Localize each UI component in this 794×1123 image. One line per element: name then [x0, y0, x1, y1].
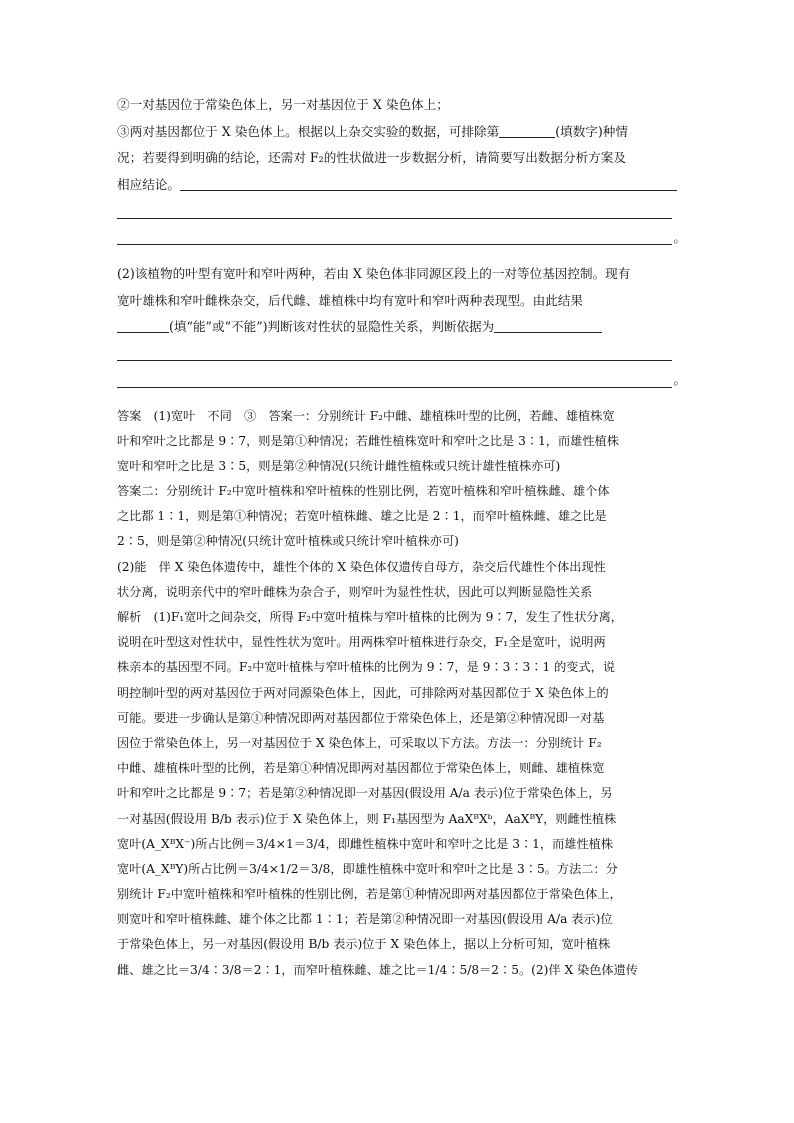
answer-line[interactable] — [117, 198, 680, 225]
analysis-line: 别统计 F₂中宽叶植株和窄叶植株的性别比例，若是第①种情况即两对基因都位于常染色体上， — [117, 887, 622, 902]
question-text: ③两对基因都位于 X 染色体上。根据以上杂交实验的数据，可排除第 — [117, 123, 500, 139]
answer-section — [117, 404, 680, 606]
spacer — [117, 394, 680, 404]
question-2-line-2: 宽叶雄株和窄叶雌株杂交，后代雌、雄植株中均有宽叶和窄叶两种表现型。由此结果 — [117, 292, 583, 308]
question-text: 相应结论。 — [117, 176, 180, 192]
question-line-2 — [117, 119, 680, 146]
analysis-line: 株亲本的基因型不同。F₂中宽叶植株与窄叶植株的比例为 9∶7，是 9∶3∶3∶1 的变式，说 — [117, 660, 616, 675]
analysis-line: 宽叶(A_XᴮY)所占比例＝3/4×1/2＝3/8，即雄性植株中宽叶和窄叶之比是 3∶5。方法二：分 — [117, 861, 618, 876]
answer-line-text: 叶和窄叶之比都是 9∶7，则是第①种情况；若雌性植株宽叶和窄叶之比是 3∶1，而雄性植株 — [117, 433, 619, 448]
question-line-1: ②一对基因位于常染色体上，另一对基因位于 X 染色体上； — [117, 97, 449, 112]
analysis-line: 宽叶(A_XᴮX⁻)所占比例＝3/4×1＝3/4，即雌性植株中宽叶和窄叶之比是 3∶1，而雄性植株 — [117, 836, 614, 851]
page-content — [117, 92, 680, 983]
question-text: (填“能”或“不能”)判断该对性状的显隐性关系，判断依据为 — [169, 319, 495, 334]
question-2-line-3 — [117, 314, 680, 341]
question-line-3: 况；若要得到明确的结论，还需对 F₂的性状做进一步数据分析，请简要写出数据分析方案及 — [117, 150, 626, 165]
analysis-line: 因位于常染色体上，另一对基因位于 X 染色体上，可采取以下方法。方法一：分别统计 F₂ — [117, 735, 602, 750]
analysis-section — [117, 605, 680, 983]
answer-line-text: (2)能 伴 X 染色体遗传中，雄性个体的 X 染色体仅遗传自母方，杂交后代雄性个体出现性 — [117, 559, 606, 574]
analysis-line: 雌、雄之比＝3/4∶3/8＝2∶1，而窄叶植株雌、雄之比＝1/4∶5/8＝2∶5。(2)伴 X 染色体遗传 — [117, 962, 638, 977]
answer-line[interactable] — [117, 341, 680, 368]
analysis-line: 可能。要进一步确认是第①种情况即两对基因都位于常染色体上，还是第②种情况即一对基 — [117, 710, 605, 725]
question-line-4 — [117, 172, 680, 199]
analysis-line: 中雌、雄植株叶型的比例，若是第①种情况即两对基因都位于常染色体上，则雌、雄植株宽 — [117, 761, 605, 776]
analysis-line: 则宽叶和窄叶植株雌、雄个体之比都 1∶1；若是第②种情况即一对基因(假设用 A/a 表示)位 — [117, 912, 613, 927]
answer-line-text: 宽叶和窄叶之比是 3∶5，则是第②种情况(只统计雌性植株或只统计雄性植株亦可) — [117, 458, 561, 473]
analysis-line: 叶和窄叶之比都是 9∶7；若是第②种情况即一对基因(假设用 A/a 表示)位于常染色体上，另 — [117, 786, 613, 801]
answer-line[interactable] — [117, 367, 680, 394]
analysis-line: 明控制叶型的两对基因位于两对同源染色体上，因此，可排除两对基因都位于 X 染色体上的 — [117, 685, 609, 700]
question-text: (填数字)种情 — [555, 123, 628, 139]
analysis-line: 一对基因(假设用 B/b 表示)位于 X 染色体上，则 F₁基因型为 AaXᴮXᵇ，AaXᴮY，则雌性植株 — [117, 811, 617, 826]
answer-line-text: 答案二：分别统计 F₂中宽叶植株和窄叶植株的性别比例，若宽叶植株和窄叶植株雌、雄个体 — [117, 484, 610, 499]
answer-blank[interactable] — [180, 176, 677, 191]
answer-blank[interactable] — [117, 318, 169, 333]
answer-line-text: 状分离，说明亲代中的窄叶雌株为杂合子，则窄叶为显性性状，因此可以判断显隐性关系 — [117, 584, 593, 599]
answer-blank[interactable] — [499, 123, 555, 138]
answer-blank[interactable] — [494, 318, 602, 333]
question-2-line-1: (2)该植物的叶型有宽叶和窄叶两种，若由 X 染色体非同源区段上的一对等位基因控制。现有 — [117, 266, 631, 281]
answer-line-text: 答案 (1)宽叶 不同 ③ 答案一：分别统计 F₂中雌、雄植株叶型的比例，若雌、雄植株宽 — [117, 408, 615, 423]
answer-line-text: 2∶5，则是第②种情况(只统计宽叶植株或只统计窄叶植株亦可) — [117, 534, 459, 549]
answer-line[interactable] — [117, 225, 680, 252]
spacer — [117, 251, 680, 261]
analysis-line: 解析 (1)F₁宽叶之间杂交，所得 F₂中宽叶植株与窄叶植株的比例为 9∶7，发生了性状分离， — [117, 610, 623, 624]
answer-line-text: 之比都 1∶1，则是第①种情况；若宽叶植株雌、雄之比是 2∶1，而窄叶植株雌、雄之比是 — [117, 509, 607, 524]
analysis-line: 于常染色体上，另一对基因(假设用 B/b 表示)位于 X 染色体上，据以上分析可知，宽叶植株 — [117, 937, 611, 952]
analysis-line: 说明在叶型这对性状中，显性性状为宽叶。用两株窄叶植株进行杂交，F₁全是宽叶，说明两 — [117, 635, 606, 650]
